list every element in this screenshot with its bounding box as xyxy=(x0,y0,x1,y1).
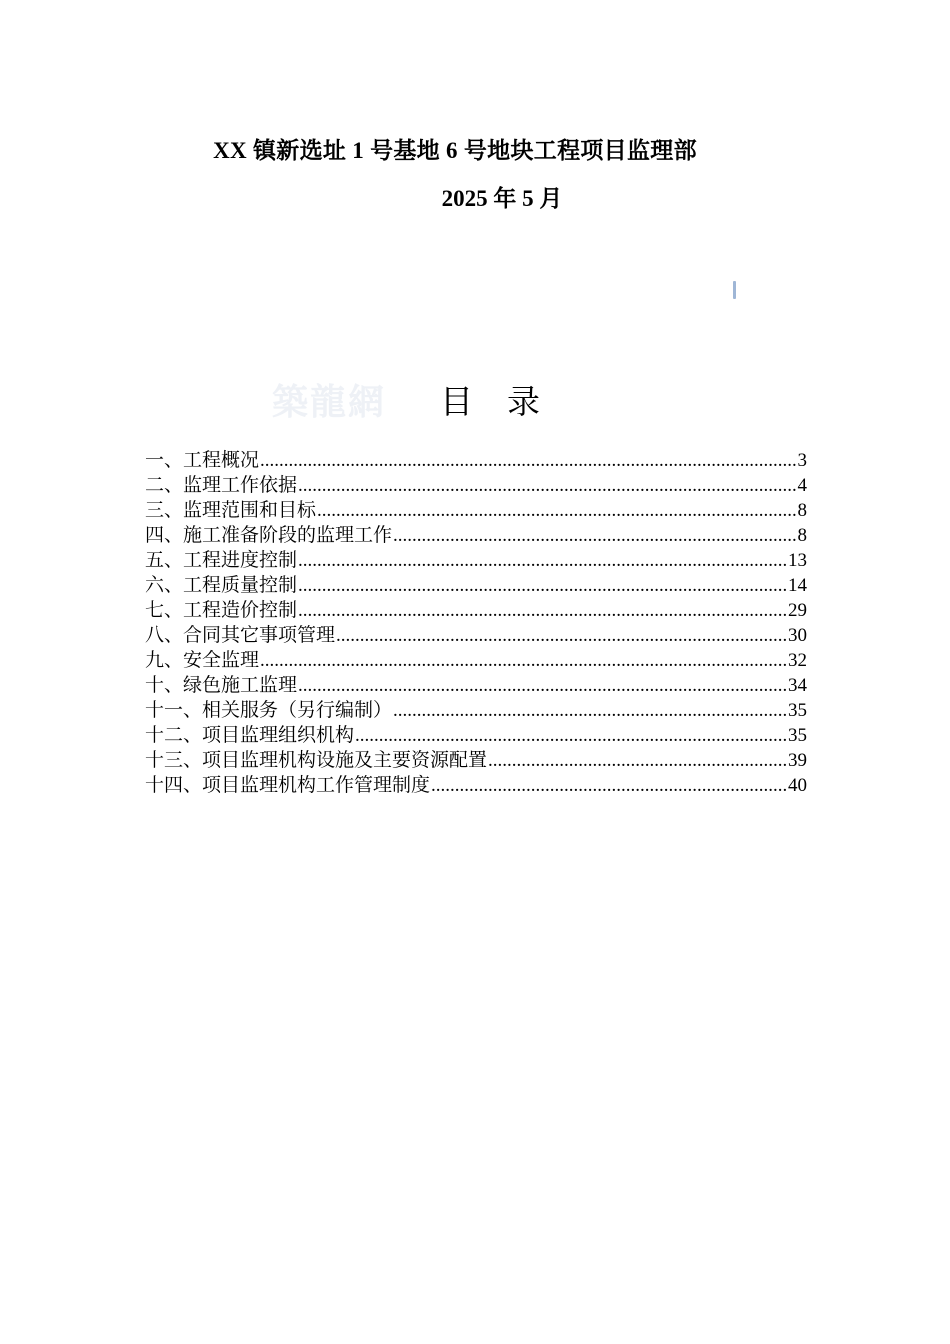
toc-entry-page: 29 xyxy=(788,600,807,621)
toc-entry-label: 十、绿色施工监理 xyxy=(145,674,298,696)
toc-dot-leader xyxy=(317,498,796,523)
toc-entry-label: 十四、项目监理机构工作管理制度 xyxy=(145,774,431,796)
toc-dot-leader xyxy=(260,648,787,673)
toc-entry[interactable] xyxy=(145,448,807,473)
toc-entry[interactable] xyxy=(145,723,807,748)
toc-dot-leader xyxy=(393,523,796,548)
toc-entry-page: 40 xyxy=(788,775,807,796)
organization-title: XX 镇新选址 1 号基地 6 号地块工程项目监理部 xyxy=(213,138,697,163)
toc-entry[interactable] xyxy=(145,648,807,673)
toc-entry-label: 七、工程造价控制 xyxy=(145,599,298,621)
toc-entry-label: 三、监理范围和目标 xyxy=(145,499,317,521)
toc-entry-label: 四、施工准备阶段的监理工作 xyxy=(145,524,393,546)
toc-entry-label: 八、合同其它事项管理 xyxy=(145,624,336,646)
toc-entry-page: 30 xyxy=(788,625,807,646)
toc-entry[interactable] xyxy=(145,573,807,598)
toc-entry[interactable] xyxy=(145,523,807,548)
toc-entry-page: 35 xyxy=(788,700,807,721)
toc-dot-leader xyxy=(355,723,787,748)
toc-entry-label: 九、安全监理 xyxy=(145,649,260,671)
text-cursor-mark xyxy=(733,281,736,299)
toc-entry-page: 32 xyxy=(788,650,807,671)
table-of-contents xyxy=(145,448,807,798)
toc-dot-leader xyxy=(298,673,787,698)
toc-entry[interactable] xyxy=(145,498,807,523)
toc-entry-label: 六、工程质量控制 xyxy=(145,574,298,596)
toc-entry-label: 十三、项目监理机构设施及主要资源配置 xyxy=(145,749,488,771)
toc-entry[interactable] xyxy=(145,548,807,573)
toc-entry[interactable] xyxy=(145,473,807,498)
toc-dot-leader xyxy=(298,573,787,598)
toc-dot-leader xyxy=(298,473,796,498)
toc-entry[interactable] xyxy=(145,673,807,698)
toc-entry-page: 35 xyxy=(788,725,807,746)
toc-entry-page: 14 xyxy=(788,575,807,596)
toc-dot-leader xyxy=(488,748,787,773)
toc-entry-page: 34 xyxy=(788,675,807,696)
toc-dot-leader xyxy=(298,548,787,573)
toc-dot-leader xyxy=(393,698,787,723)
toc-dot-leader xyxy=(298,598,787,623)
toc-entry[interactable] xyxy=(145,748,807,773)
toc-entry-label: 十一、相关服务（另行编制） xyxy=(145,699,393,721)
toc-entry[interactable] xyxy=(145,598,807,623)
watermark-logo: 築龍網 xyxy=(272,381,387,423)
toc-entry-label: 一、工程概况 xyxy=(145,449,260,471)
toc-entry-page: 13 xyxy=(788,550,807,571)
toc-entry-page: 39 xyxy=(788,750,807,771)
toc-title: 目录 xyxy=(440,382,574,421)
toc-entry-label: 十二、项目监理组织机构 xyxy=(145,724,355,746)
toc-entry-page: 3 xyxy=(797,450,807,471)
toc-entry-page: 8 xyxy=(797,525,807,546)
toc-entry-label: 二、监理工作依据 xyxy=(145,474,298,496)
toc-entry[interactable] xyxy=(145,773,807,798)
toc-entry-label: 五、工程进度控制 xyxy=(145,549,298,571)
toc-dot-leader xyxy=(431,773,787,798)
toc-entry[interactable] xyxy=(145,623,807,648)
toc-dot-leader xyxy=(260,448,796,473)
document-date: 2025 年 5 月 xyxy=(441,186,563,211)
toc-entry[interactable] xyxy=(145,698,807,723)
toc-dot-leader xyxy=(336,623,787,648)
toc-entry-page: 4 xyxy=(797,475,807,496)
toc-entry-page: 8 xyxy=(797,500,807,521)
